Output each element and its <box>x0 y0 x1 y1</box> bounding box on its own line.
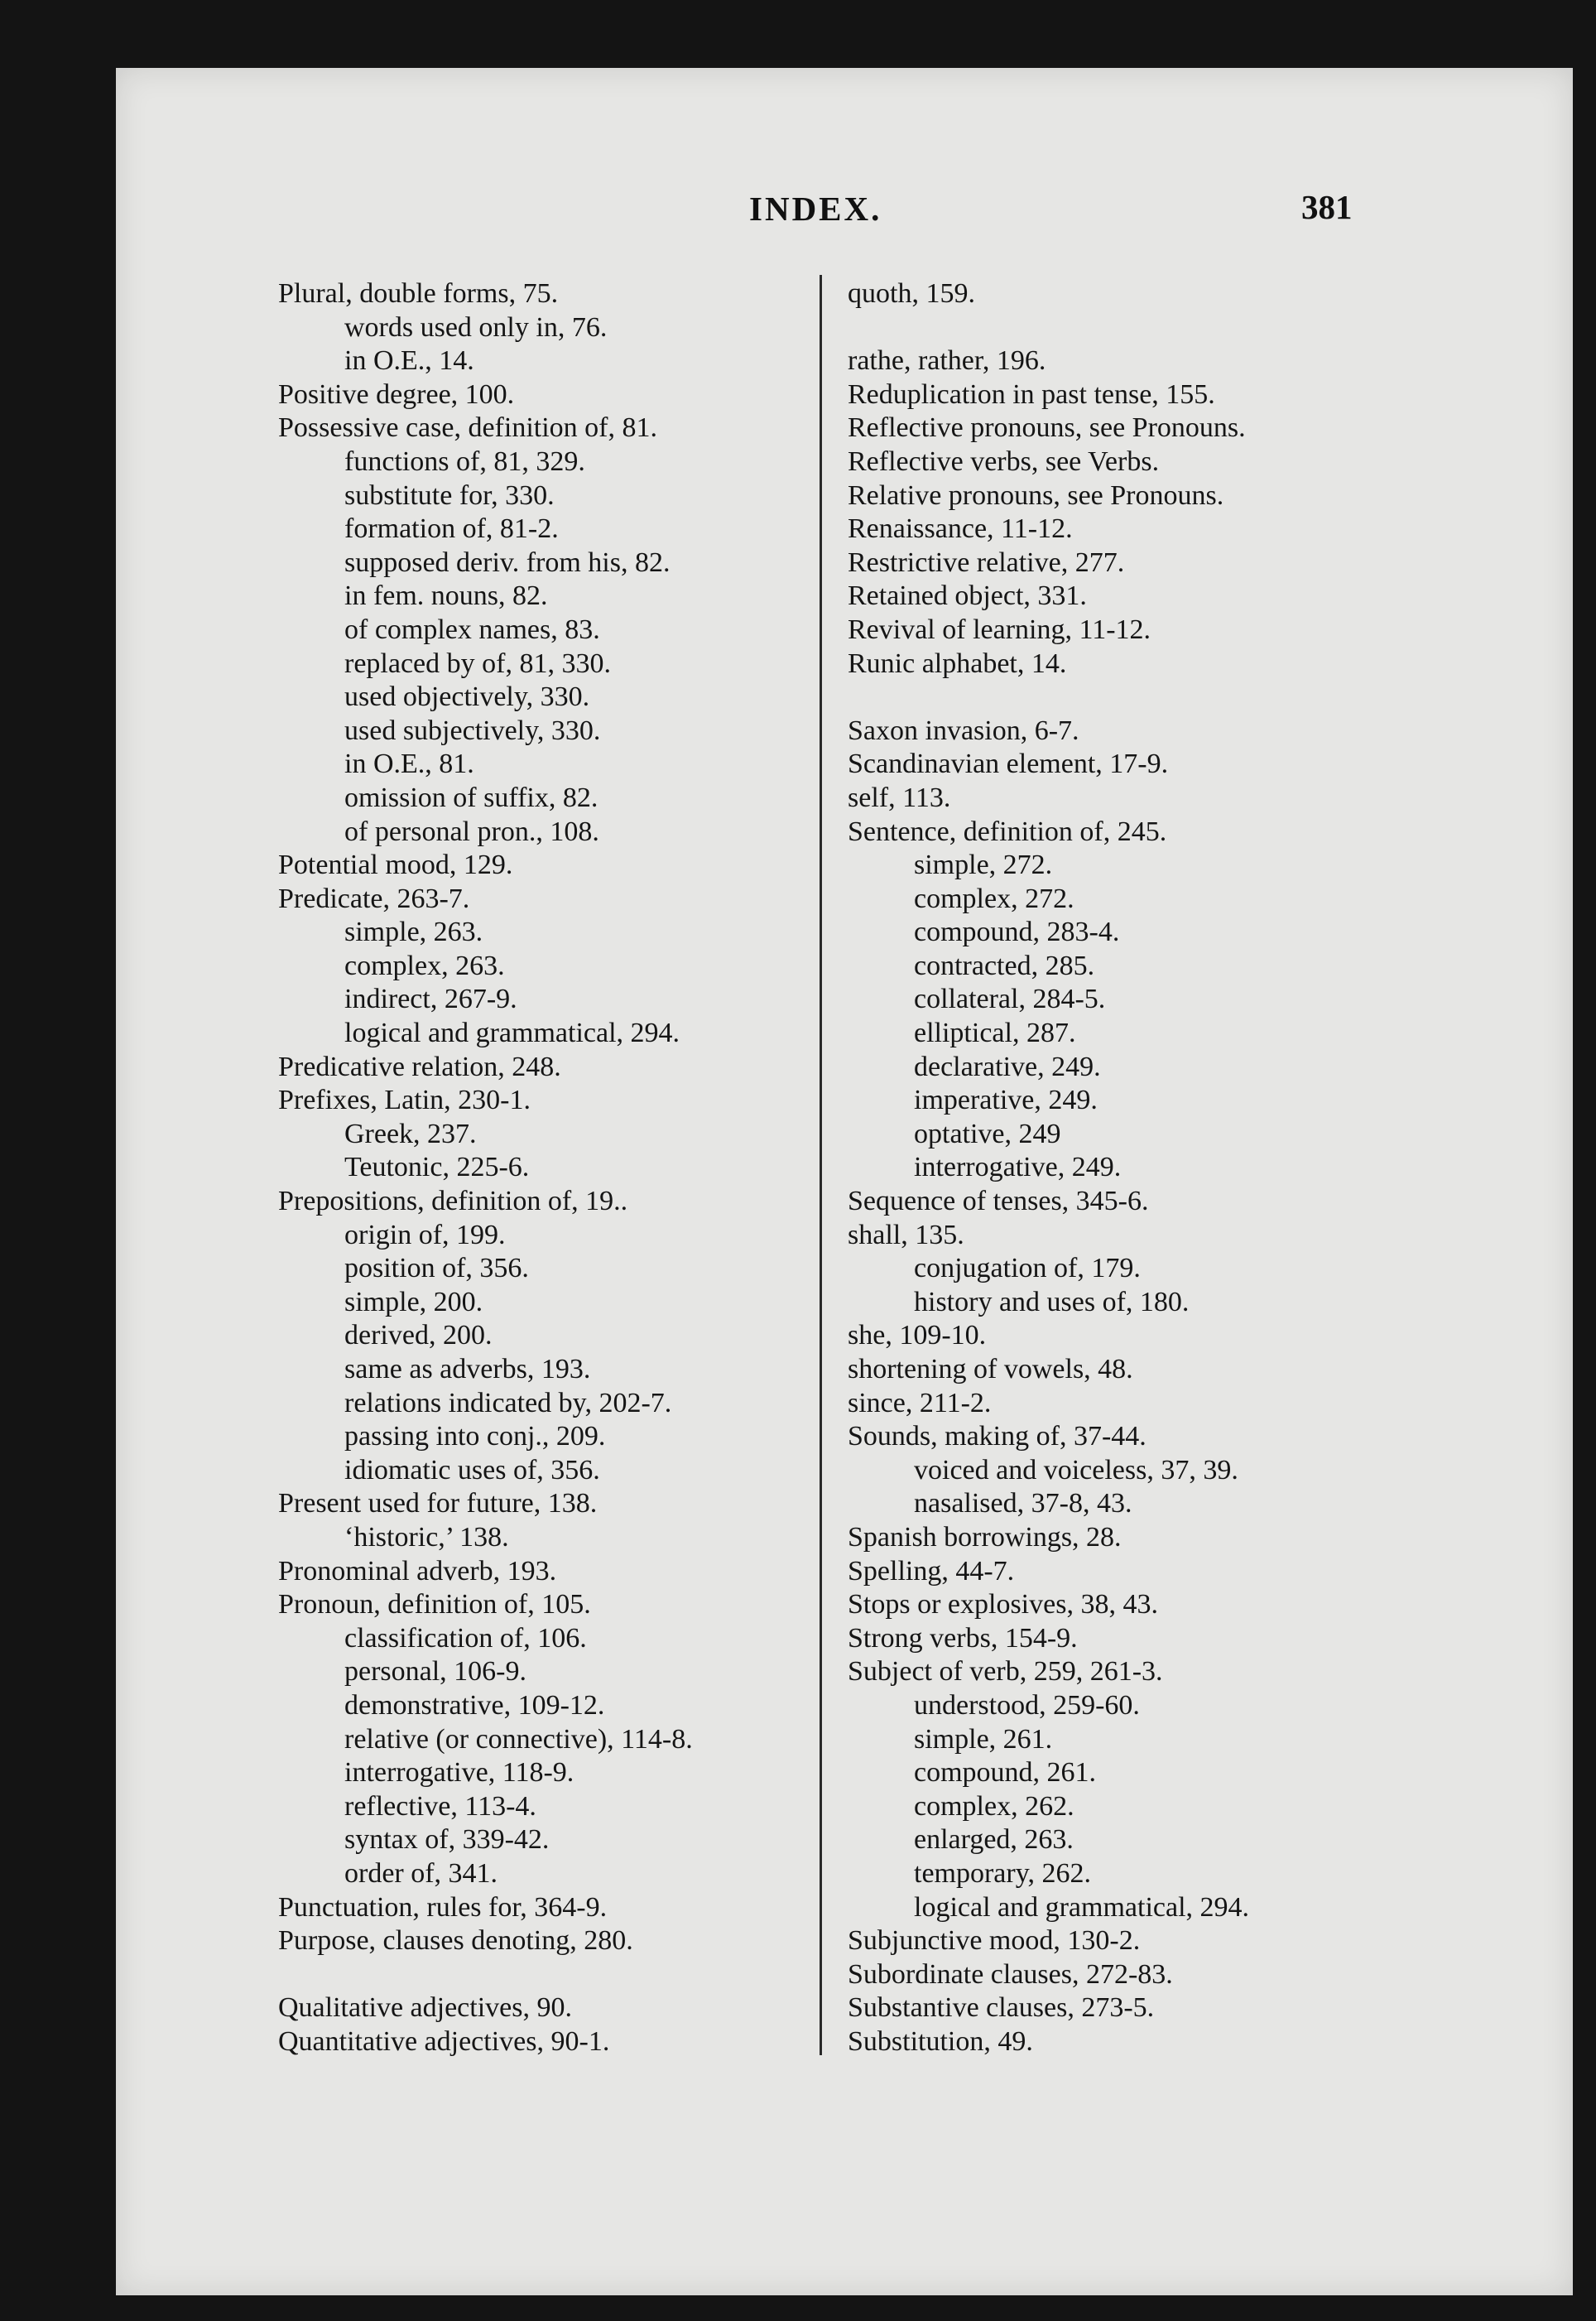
index-entry: Possessive case, definition of, 81. <box>278 412 657 444</box>
index-subentry: complex, 263. <box>344 950 505 981</box>
index-entry: Saxon invasion, 6-7. <box>848 715 1079 746</box>
index-entry: Stops or explosives, 38, 43. <box>848 1589 1158 1620</box>
index-subentry: history and uses of, 180. <box>914 1286 1190 1317</box>
index-entry: Purpose, clauses denoting, 280. <box>278 1925 633 1957</box>
index-subentry: relative (or connective), 114-8. <box>344 1723 693 1755</box>
index-entry: Quantitative adjectives, 90-1. <box>278 2025 610 2057</box>
page-number: 381 <box>1301 188 1353 226</box>
index-subentry: logical and grammatical, 294. <box>914 1891 1250 1923</box>
index-entry: Runic alphabet, 14. <box>848 648 1067 679</box>
index-entry: Spelling, 44-7. <box>848 1555 1015 1587</box>
index-subentry: syntax of, 339-42. <box>344 1824 550 1856</box>
index-entry: Reflective pronouns, see Pronouns. <box>848 412 1246 444</box>
index-column-right <box>848 277 1394 2059</box>
index-subentry: imperative, 249. <box>914 1085 1098 1116</box>
index-subentry: voiced and voiceless, 37, 39. <box>914 1454 1238 1486</box>
index-entry: Retained object, 331. <box>848 580 1087 612</box>
index-subentry: complex, 272. <box>914 883 1074 914</box>
index-subentry: interrogative, 249. <box>914 1152 1122 1183</box>
index-entry: Sounds, making of, 37-44. <box>848 1421 1147 1452</box>
index-subentry: indirect, 267-9. <box>344 984 517 1015</box>
index-subentry: passing into conj., 209. <box>344 1421 606 1452</box>
index-entry: Present used for future, 138. <box>278 1488 598 1519</box>
index-entry: Reduplication in past tense, 155. <box>848 378 1215 410</box>
index-entry: Substitution, 49. <box>848 2025 1033 2057</box>
index-subentry: of complex names, 83. <box>344 614 600 645</box>
index-subentry: logical and grammatical, 294. <box>344 1018 680 1049</box>
index-entry: Plural, double forms, 75. <box>278 278 559 309</box>
index-subentry: words used only in, 76. <box>344 311 608 343</box>
index-subentry: simple, 272. <box>914 850 1053 881</box>
index-entry: Reflective verbs, see Verbs. <box>848 445 1160 477</box>
index-entry: Predicate, 263-7. <box>278 883 470 914</box>
index-entry: Potential mood, 129. <box>278 850 513 881</box>
index-subentry: simple, 263. <box>344 917 483 948</box>
index-entry: Subject of verb, 259, 261-3. <box>848 1656 1163 1688</box>
index-entry: Prepositions, definition of, 19.. <box>278 1186 628 1217</box>
index-subentry: understood, 259-60. <box>914 1689 1140 1721</box>
index-subentry: declarative, 249. <box>914 1051 1101 1082</box>
index-subentry: position of, 356. <box>344 1253 529 1284</box>
index-subentry: reflective, 113-4. <box>344 1790 536 1822</box>
index-entry: Qualitative adjectives, 90. <box>278 1992 572 2024</box>
index-subentry: used subjectively, 330. <box>344 715 601 746</box>
index-subentry: optative, 249 <box>914 1118 1061 1149</box>
index-entry: since, 211-2. <box>848 1387 992 1418</box>
index-entry: Restrictive relative, 277. <box>848 547 1125 578</box>
index-subentry: demonstrative, 109-12. <box>344 1689 605 1721</box>
index-subentry: temporary, 262. <box>914 1857 1092 1889</box>
index-subentry: conjugation of, 179. <box>914 1253 1141 1284</box>
index-subentry: relations indicated by, 202-7. <box>344 1387 672 1418</box>
index-entry: shortening of vowels, 48. <box>848 1354 1133 1384</box>
index-entry: Strong verbs, 154-9. <box>848 1622 1078 1654</box>
index-entry: Substantive clauses, 273-5. <box>848 1992 1155 2024</box>
index-subentry: ‘historic,’ 138. <box>344 1521 509 1553</box>
index-subentry: collateral, 284-5. <box>914 984 1106 1015</box>
index-subentry: interrogative, 118-9. <box>344 1757 574 1789</box>
index-subentry: substitute for, 330. <box>344 479 555 511</box>
index-entry: Prefixes, Latin, 230-1. <box>278 1085 531 1116</box>
index-entry: Spanish borrowings, 28. <box>848 1521 1122 1553</box>
index-subentry: used objectively, 330. <box>344 681 590 713</box>
index-subentry: origin of, 199. <box>344 1219 506 1250</box>
index-subentry: order of, 341. <box>344 1857 498 1889</box>
index-subentry: elliptical, 287. <box>914 1018 1076 1049</box>
index-subentry: in fem. nouns, 82. <box>344 580 548 612</box>
index-subentry: contracted, 285. <box>914 950 1095 981</box>
index-entry: she, 109-10. <box>848 1320 987 1351</box>
index-subentry: Teutonic, 225-6. <box>344 1152 530 1183</box>
index-entry: Relative pronouns, see Pronouns. <box>848 479 1224 511</box>
index-entry: Punctuation, rules for, 364-9. <box>278 1891 608 1923</box>
index-entry: Renaissance, 11-12. <box>848 513 1073 545</box>
index-subentry: compound, 283-4. <box>914 917 1120 948</box>
index-subentry: in O.E., 14. <box>344 345 474 377</box>
index-subentry: complex, 262. <box>914 1790 1074 1822</box>
index-subentry: classification of, 106. <box>344 1622 587 1654</box>
index-subentry: compound, 261. <box>914 1757 1097 1789</box>
index-entry: Sentence, definition of, 245. <box>848 816 1167 847</box>
index-subentry: nasalised, 37-8, 43. <box>914 1488 1132 1519</box>
index-entry: quoth, 159. <box>848 278 975 309</box>
index-subentry: of personal pron., 108. <box>344 816 599 847</box>
index-entry: Sequence of tenses, 345-6. <box>848 1186 1149 1217</box>
index-subentry: personal, 106-9. <box>344 1656 527 1688</box>
column-divider <box>820 275 822 2055</box>
index-entry: Revival of learning, 11-12. <box>848 614 1151 645</box>
index-subentry: functions of, 81, 329. <box>344 445 585 477</box>
index-subentry: enlarged, 263. <box>914 1824 1074 1856</box>
index-entry: shall, 135. <box>848 1219 964 1250</box>
index-entry: Subjunctive mood, 130-2. <box>848 1925 1141 1957</box>
index-subentry: simple, 200. <box>344 1286 483 1317</box>
index-entry: Pronominal adverb, 193. <box>278 1555 557 1587</box>
index-subentry: formation of, 81-2. <box>344 513 559 545</box>
index-subentry: same as adverbs, 193. <box>344 1354 591 1384</box>
index-entry: Scandinavian element, 17-9. <box>848 749 1169 780</box>
index-subentry: replaced by of, 81, 330. <box>344 648 611 679</box>
index-entry: Pronoun, definition of, 105. <box>278 1589 591 1620</box>
index-subentry: in O.E., 81. <box>344 749 474 780</box>
index-subentry: idiomatic uses of, 356. <box>344 1454 600 1486</box>
index-entry: Subordinate clauses, 272-83. <box>848 1958 1173 1990</box>
index-entry: Predicative relation, 248. <box>278 1051 561 1082</box>
index-entry: Positive degree, 100. <box>278 378 515 410</box>
index-entry: rathe, rather, 196. <box>848 345 1046 377</box>
index-column-left <box>278 277 808 2059</box>
index-subentry: simple, 261. <box>914 1723 1053 1755</box>
index-subentry: omission of suffix, 82. <box>344 782 598 813</box>
index-subentry: supposed deriv. from his, 82. <box>344 547 671 578</box>
page-title: INDEX. <box>749 190 882 228</box>
index-entry: self, 113. <box>848 782 951 813</box>
index-subentry: Greek, 237. <box>344 1118 477 1149</box>
index-subentry: derived, 200. <box>344 1320 493 1351</box>
